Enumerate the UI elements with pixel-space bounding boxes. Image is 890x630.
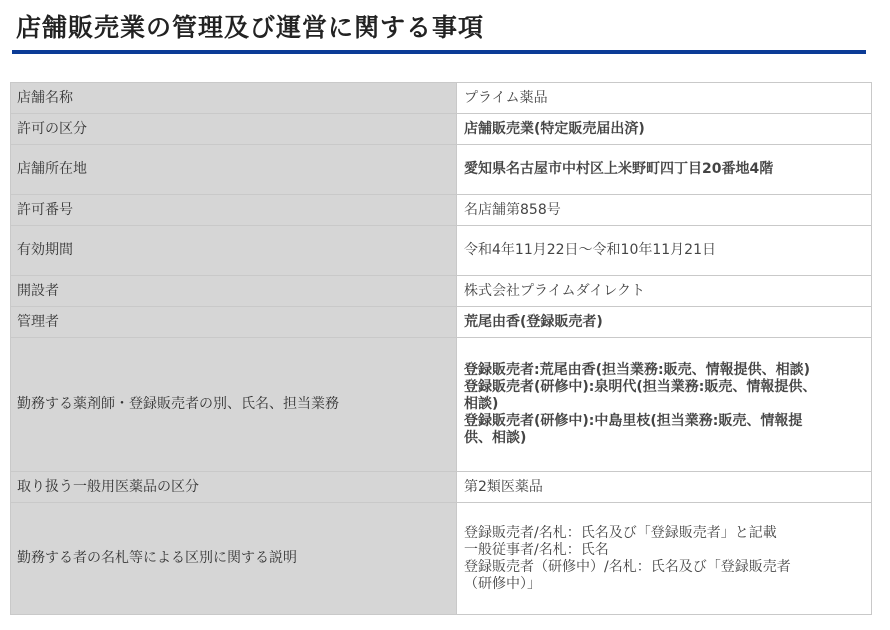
- row-value: 店舗販売業(特定販売届出済): [457, 114, 872, 145]
- row-label: 勤務する者の名札等による区別に関する説明: [11, 503, 457, 615]
- row-value: 名店舗第858号: [457, 195, 872, 226]
- staff-line: 登録販売者(研修中):泉明代(担当業務:販売、情報提供、: [464, 379, 817, 395]
- row-label: 許可番号: [11, 195, 457, 226]
- table-row: [11, 145, 872, 195]
- row-value: 荒尾由香(登録販売者): [457, 307, 872, 338]
- table-row: [11, 226, 872, 276]
- row-label: 取り扱う一般用医薬品の区分: [11, 472, 457, 503]
- row-value: 愛知県名古屋市中村区上米野町四丁目20番地4階: [457, 145, 872, 195]
- page-title: 店舗販売業の管理及び運営に関する事項: [16, 13, 485, 42]
- row-label: 開設者: [11, 276, 457, 307]
- nametag-line: （研修中）」: [464, 575, 541, 592]
- row-label: 有効期間: [11, 226, 457, 276]
- table-row: [11, 276, 872, 307]
- row-label: 勤務する薬剤師・登録販売者の別、氏名、担当業務: [11, 338, 457, 472]
- row-label: 管理者: [11, 307, 457, 338]
- row-value: プライム薬品: [457, 83, 872, 114]
- row-label: 許可の区分: [11, 114, 457, 145]
- staff-line: 登録販売者(研修中):中島里枝(担当業務:販売、情報提: [464, 413, 803, 429]
- nametag-line: 登録販売者/名札：氏名及び「登録販売者」と記載: [464, 524, 777, 541]
- staff-line: 登録販売者:荒尾由香(担当業務:販売、情報提供、相談): [464, 362, 810, 378]
- title-underline: [12, 50, 866, 54]
- nametag-line: 登録販売者（研修中）/名札：氏名及び「登録販売者: [464, 558, 791, 575]
- row-value: 株式会社プライムダイレクト: [457, 276, 872, 307]
- table-row: [11, 83, 872, 114]
- nametag-line: 一般従事者/名札：氏名: [464, 541, 609, 558]
- row-value-staff: [457, 338, 872, 472]
- table-row: [11, 472, 872, 503]
- row-label: 店舗所在地: [11, 145, 457, 195]
- row-label: 店舗名称: [11, 83, 457, 114]
- table-row: [11, 195, 872, 226]
- store-info-table: [10, 82, 872, 615]
- row-value: 第2類医薬品: [457, 472, 872, 503]
- table-row: [11, 307, 872, 338]
- table-row: [11, 114, 872, 145]
- table-row: [11, 503, 872, 615]
- row-value: 令和4年11月22日～令和10年11月21日: [457, 226, 872, 276]
- staff-line: 相談): [464, 396, 499, 412]
- staff-line: 供、相談): [464, 430, 527, 446]
- row-value-nametag: [457, 503, 872, 615]
- table-row: [11, 338, 872, 472]
